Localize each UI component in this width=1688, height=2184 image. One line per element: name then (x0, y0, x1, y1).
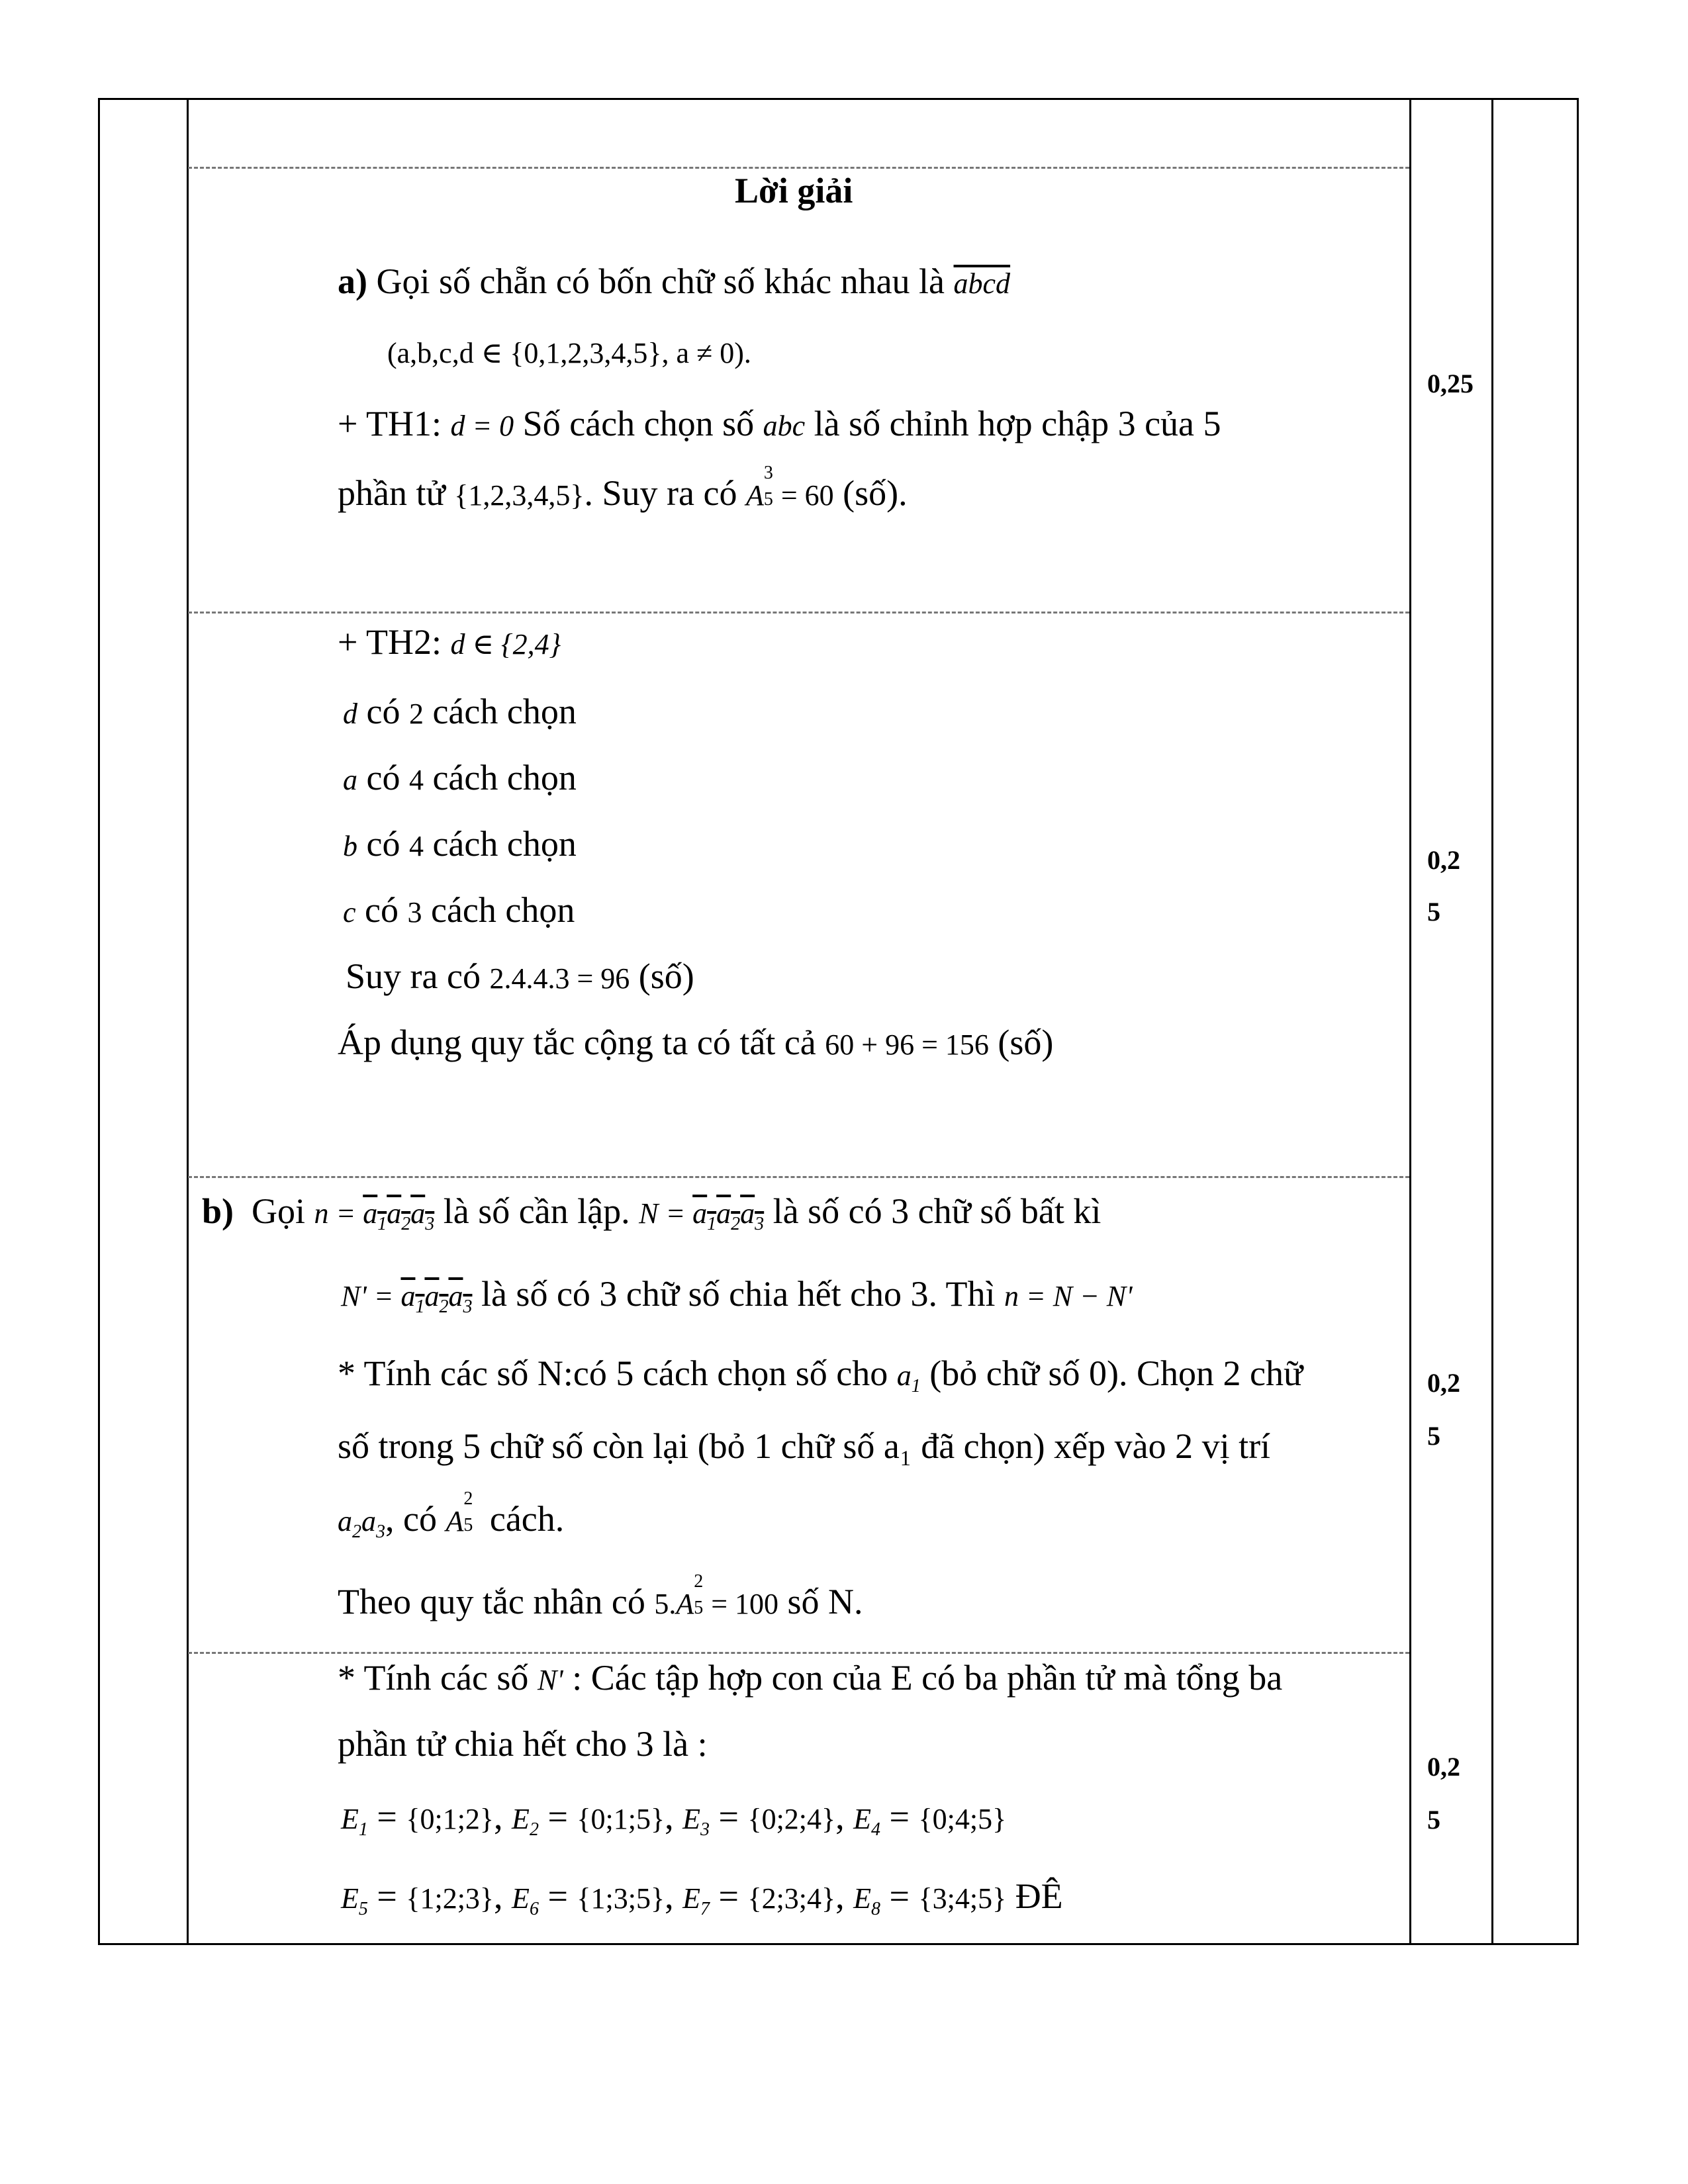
score-cell: 5 (1427, 1805, 1440, 1835)
choice-row: c có 3 cách chọn (343, 890, 575, 930)
choice-row: b có 4 cách chọn (343, 824, 577, 864)
th1-line2 (338, 463, 908, 519)
score-cell: 5 (1427, 1421, 1440, 1451)
th1-abc: abc (763, 410, 806, 442)
part-a-number: abcd (953, 267, 1011, 300)
n-formula: $n = a_1a_2a_3$ (314, 1197, 435, 1234)
theo-line: Theo quy tắc nhân có 5.A 2 5 = 100 số N. (338, 1571, 863, 1621)
th1-line1 (338, 400, 1221, 449)
th1-set: {1,2,3,4,5} (454, 479, 585, 512)
score-cell: 0,2 (1427, 845, 1460, 875)
table-right-border (1577, 98, 1579, 1945)
star1-line2: số trong 5 chữ số còn lại (bỏ 1 chữ số a₁ đã chọn) xếp vào 2 vị trí (338, 1426, 1271, 1466)
star1-line3: $a_2a_3$, có A 2 5 cách. (338, 1488, 565, 1542)
part-b-line2: $N' = a_1a_2a_3$ là số có 3 chữ số chia hết cho 3. Thì n = N − N' (341, 1274, 1133, 1317)
part-a-condition (387, 328, 751, 377)
suyra-line: Suy ra có 2.4.4.3 = 96 (số) (346, 956, 694, 996)
star1-line1: * Tính các số N:có 5 cách chọn số cho $a_1$ (bỏ chữ số 0). Chọn 2 chữ (338, 1353, 1303, 1396)
part-a-label: a) (338, 261, 367, 301)
table-bottom-border (98, 1943, 1577, 1945)
star2-line2: phần tử chia hết cho 3 là : (338, 1724, 708, 1764)
th2-condition: d ∈ {2,4} (450, 628, 561, 660)
score-cell: 5 (1427, 897, 1440, 927)
score-cell: 0,25 (1427, 369, 1474, 398)
part-a-intro: Gọi số chẵn có bốn chữ số khác nhau là (376, 261, 945, 301)
th1-unit: (số). (843, 473, 908, 513)
choice-row: d có 2 cách chọn (343, 692, 577, 731)
star2-line1: * Tính các số N' : Các tập hợp con của E có ba phần tử mà tổng ba (338, 1658, 1283, 1698)
table-top-border (98, 98, 1577, 100)
th1-line2a: phần tử (338, 473, 445, 513)
score-right-border (1491, 98, 1493, 1945)
part-b-line1: b) Gọi $n = a_1a_2a_3$ là số cần lập. $N = a_1a_2a_3$ là số có 3 chữ số bất kì (202, 1191, 1102, 1234)
score-left-border (1409, 98, 1411, 1945)
sets-row-1: $E_1$ = {0;1;2}, $E_2$ = {0;1;5}, $E_3$ = {0;2;4}, $E_4$ = {0;4;5} (341, 1797, 1007, 1840)
th1-line2b: . Suy ra có (584, 473, 737, 513)
table-left-border (98, 98, 100, 1945)
row-separator (188, 612, 1409, 614)
part-a-intro-line (338, 258, 1010, 307)
th1-formula: A 3 5 = 60 (745, 463, 834, 512)
th2-label: + TH2: (338, 622, 442, 662)
N-formula: $N = a_1a_2a_3$ (639, 1197, 765, 1234)
choice-row: a có 4 cách chọn (343, 758, 577, 797)
th1-label: + TH1: (338, 404, 442, 443)
score-cell: 0,2 (1427, 1368, 1460, 1398)
row-separator (188, 1652, 1409, 1654)
page-title: Lời giải (735, 171, 853, 210)
sets-row-2: $E_5$ = {1;2;3}, $E_6$ = {1;3;5}, $E_7$ = {2;3;4}, $E_8$ = {3;4;5} ĐÊ (341, 1876, 1063, 1919)
th2-line (338, 619, 561, 668)
Np-formula: $N' = a_1a_2a_3$ (341, 1280, 473, 1317)
condition-formula: (a,b,c,d ∈ {0,1,2,3,4,5}, a ≠ 0). (387, 337, 751, 369)
score-cell: 0,2 (1427, 1752, 1460, 1782)
th1-text: Số cách chọn số (522, 404, 755, 443)
content-left-border (187, 98, 189, 1945)
part-b-label: b) (202, 1191, 234, 1231)
th1-text2: là số chỉnh hợp chập 3 của 5 (814, 404, 1221, 443)
apdung-line: Áp dụng quy tắc cộng ta có tất cả 60 + 96 = 156 (số) (338, 1023, 1054, 1062)
th1-condition: d = 0 (450, 410, 514, 442)
row-separator (188, 1176, 1409, 1178)
